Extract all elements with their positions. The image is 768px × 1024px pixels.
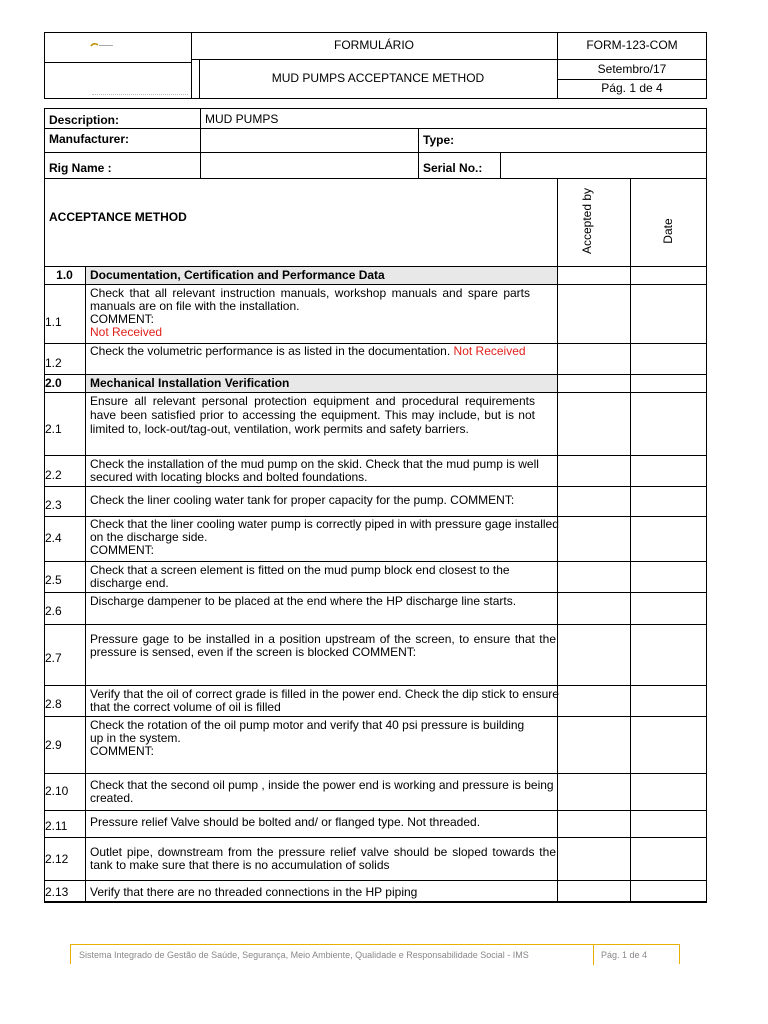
section-title: Mechanical Installation Verification [90,376,290,390]
row-text: Outlet pipe, downstream from the pressure relief valve should be sloped towards the tank to make sure that there is no accumulation of solids [90,845,556,872]
row-number: 1.1 [45,315,62,329]
row-note-red: Not Received [90,325,163,339]
col-date [661,201,675,261]
logo-strip [92,94,188,97]
type-field[interactable] [501,129,705,151]
footer [70,944,680,964]
row-text-main: Check the volumetric performance is as listed in the documentation. [90,344,451,358]
row-text [90,287,530,339]
manufacturer-field[interactable] [201,129,417,151]
row-number: 2.3 [45,498,62,512]
row-text: Verify that the oil of correct grade is filled in the power end. Check the dip stick to ensure that the correct volume of oil is filled [90,687,559,714]
row-text [90,345,535,358]
form-code: FORM-123-COM [586,38,678,52]
rig-name-label: Rig Name : [49,161,112,175]
row-text: Ensure all relevant personal protection equipment and procedural requirements have been satisfied prior to accessing the equipment. This may include, but is not limited to, lock-out/tag-out, ventilation, work permits and safety barriers. [90,394,535,436]
table-title: ACCEPTANCE METHOD [49,210,187,224]
row-number: 2.12 [45,852,69,866]
row-text: Verify that there are no threaded connections in the HP piping [90,885,418,899]
description-value: MUD PUMPS [205,112,279,126]
col-accepted-by-label: Accepted by [580,187,594,255]
form-date: Setembro/17 [597,62,667,76]
row-number: 2.13 [45,885,69,899]
row-text: Check that a screen element is fitted on the mud pump block end closest to the discharge end. [90,563,510,590]
section-number: 2.0 [45,376,62,390]
form-page: Pág. 1 de 4 [601,81,663,95]
row-number: 2.5 [45,573,62,587]
col-date-label: Date [661,218,675,244]
company-logo [90,35,114,41]
type-label: Type: [423,133,455,147]
description-label: Description: [49,113,120,127]
row-text: Check the rotation of the oil pump motor and verify that 40 psi pressure is building up in the system. COMMENT: [90,718,525,758]
row-text: Pressure relief Valve should be bolted and/ or flanged type. Not threaded. [90,815,481,829]
row-number: 2.9 [45,738,62,752]
section-number: 1.0 [56,268,73,282]
row-note-red: Not Received [453,344,526,358]
row-number: 2.7 [45,651,62,665]
row-number: 2.6 [45,604,62,618]
col-accepted-by [580,171,594,271]
form-type: FORMULÁRIO [333,38,414,52]
row-number: 2.8 [45,697,62,711]
serial-no-field[interactable] [501,153,705,177]
row-number: 2.10 [45,784,69,798]
row-text: Pressure gage to be installed in a position upstream of the screen, to ensure that the pressure is sensed, even if the screen is blocked COMMENT: [90,632,556,659]
row-number: 1.2 [45,356,62,370]
form-title: MUD PUMPS ACCEPTANCE METHOD [271,71,485,85]
footer-separator [593,945,594,965]
row-text: Check the installation of the mud pump on the skid. Check that the mud pump is well secured with locating blocks and bolted foundations. [90,457,539,484]
row-text: Check that the liner cooling water pump is correctly piped in with pressure gage installed on the discharge side. COMMENT: [90,517,559,557]
row-number: 2.2 [45,468,62,482]
row-text: Check the liner cooling water tank for proper capacity for the pump. COMMENT: [90,493,515,507]
row-text-main: Check that all relevant instruction manuals, workshop manuals and spare parts manuals are on file with the installation. COMMENT: [90,286,530,326]
row-number: 2.11 [45,819,68,833]
section-title: Documentation, Certification and Performance Data [90,268,385,282]
row-text: Discharge dampener to be placed at the end where the HP discharge line starts. [90,594,517,608]
rig-name-field[interactable] [201,153,417,177]
row-number: 2.1 [45,422,62,436]
row-number: 2.4 [45,531,62,545]
manufacturer-label: Manufacturer: [49,132,130,146]
row-text: Check that the second oil pump , inside the power end is working and pressure is being created. [90,778,554,805]
footer-system-name: Sistema Integrado de Gestão de Saúde, Segurança, Meio Ambiente, Qualidade e Responsabilidade Social - IMS [79,950,529,960]
footer-page: Pág. 1 de 4 [601,950,648,960]
serial-no-label: Serial No.: [423,161,483,175]
